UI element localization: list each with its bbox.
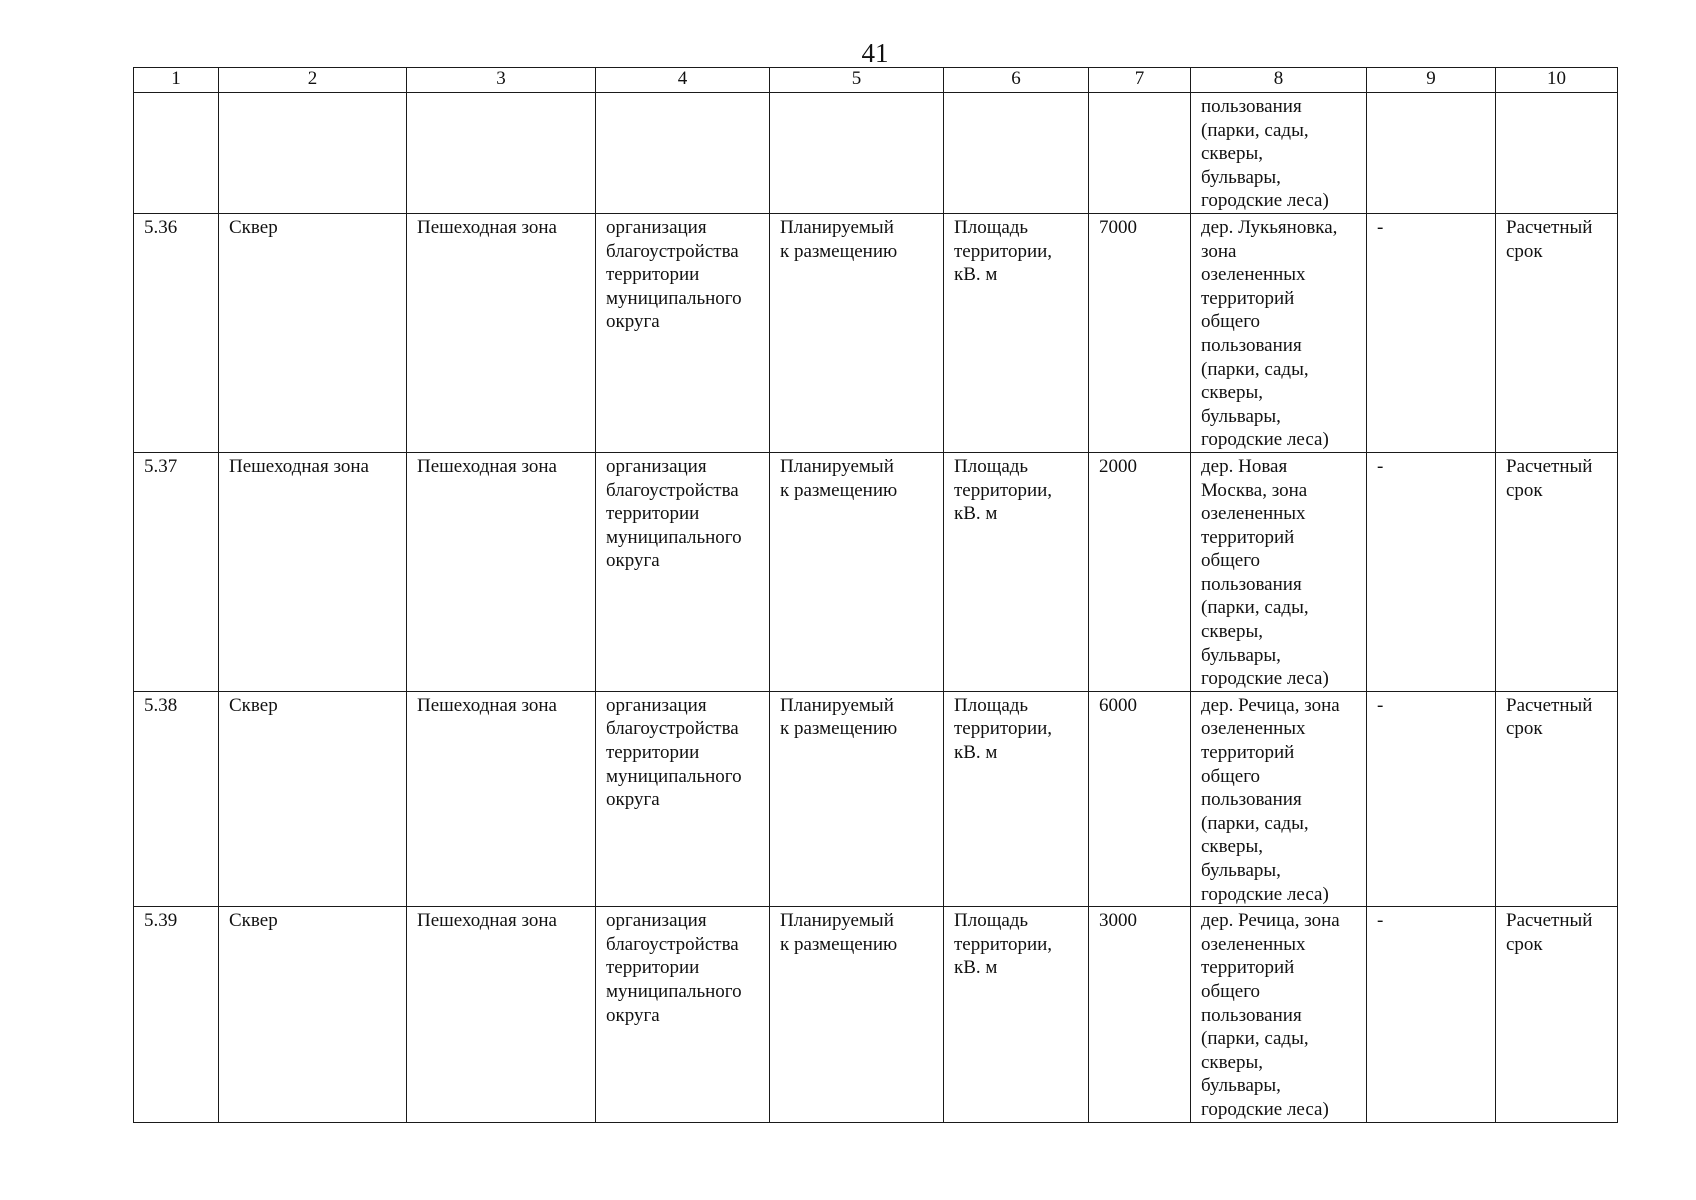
continuation-row (134, 93, 1618, 214)
object-type-cell: Пешеходная зона (407, 691, 596, 906)
item-number-cell: 5.38 (134, 691, 219, 906)
table-cell (944, 93, 1089, 214)
location-cell: дер. Речица, зона озелененных территорий общего пользования (парки, сады, скверы, бульвары, городские леса) (1191, 907, 1367, 1122)
object-type-cell: Пешеходная зона (407, 907, 596, 1122)
item-number-cell: 5.39 (134, 907, 219, 1122)
location-cell: дер. Лукьяновка, зона озелененных территорий общего пользования (парки, сады, скверы, бульвары, городские леса) (1191, 213, 1367, 452)
column-number-header: 3 (407, 68, 596, 93)
table-row (134, 907, 1618, 1122)
characteristic-cell: Площадь территории, кВ. м (944, 452, 1089, 691)
term-cell: Расчетный срок (1496, 691, 1618, 906)
object-type-cell: Пешеходная зона (407, 452, 596, 691)
table-row (134, 452, 1618, 691)
object-type-cell: Пешеходная зона (407, 213, 596, 452)
table-cell: пользования (парки, сады, скверы, бульвары, городские леса) (1191, 93, 1367, 214)
purpose-cell: организация благоустройства территории муниципального округа (596, 907, 770, 1122)
object-name-cell: Сквер (219, 907, 407, 1122)
object-name-cell: Пешеходная зона (219, 452, 407, 691)
object-name-cell: Сквер (219, 691, 407, 906)
zone-cell: - (1367, 213, 1496, 452)
characteristic-cell: Площадь территории, кВ. м (944, 213, 1089, 452)
purpose-cell: организация благоустройства территории муниципального округа (596, 691, 770, 906)
characteristic-cell: Площадь территории, кВ. м (944, 907, 1089, 1122)
location-cell: дер. Новая Москва, зона озелененных территорий общего пользования (парки, сады, скверы, бульвары, городские леса) (1191, 452, 1367, 691)
value-cell: 2000 (1089, 452, 1191, 691)
status-cell: Планируемый к размещению (770, 452, 944, 691)
column-number-header: 5 (770, 68, 944, 93)
column-number-header: 1 (134, 68, 219, 93)
status-cell: Планируемый к размещению (770, 691, 944, 906)
status-cell: Планируемый к размещению (770, 907, 944, 1122)
table-cell (1496, 93, 1618, 214)
value-cell: 6000 (1089, 691, 1191, 906)
zone-cell: - (1367, 907, 1496, 1122)
object-name-cell: Сквер (219, 213, 407, 452)
table-cell (134, 93, 219, 214)
table-cell (596, 93, 770, 214)
table-row (134, 691, 1618, 906)
term-cell: Расчетный срок (1496, 452, 1618, 691)
status-cell: Планируемый к размещению (770, 213, 944, 452)
purpose-cell: организация благоустройства территории муниципального округа (596, 213, 770, 452)
term-cell: Расчетный срок (1496, 213, 1618, 452)
column-number-header: 10 (1496, 68, 1618, 93)
column-number-header: 4 (596, 68, 770, 93)
item-number-cell: 5.36 (134, 213, 219, 452)
term-cell: Расчетный срок (1496, 907, 1618, 1122)
column-number-header: 2 (219, 68, 407, 93)
zone-cell: - (1367, 691, 1496, 906)
table-cell (1089, 93, 1191, 214)
table-cell (407, 93, 596, 214)
item-number-cell: 5.37 (134, 452, 219, 691)
purpose-cell: организация благоустройства территории муниципального округа (596, 452, 770, 691)
column-number-header: 7 (1089, 68, 1191, 93)
zone-cell: - (1367, 452, 1496, 691)
column-number-row (134, 68, 1618, 93)
characteristic-cell: Площадь территории, кВ. м (944, 691, 1089, 906)
table-cell (1367, 93, 1496, 214)
column-number-header: 9 (1367, 68, 1496, 93)
planning-table (133, 67, 1618, 1123)
table-cell (219, 93, 407, 214)
value-cell: 7000 (1089, 213, 1191, 452)
table-cell (770, 93, 944, 214)
column-number-header: 8 (1191, 68, 1367, 93)
location-cell: дер. Речица, зона озелененных территорий общего пользования (парки, сады, скверы, бульвары, городские леса) (1191, 691, 1367, 906)
column-number-header: 6 (944, 68, 1089, 93)
page-number: 41 (861, 38, 889, 68)
table-row (134, 213, 1618, 452)
value-cell: 3000 (1089, 907, 1191, 1122)
